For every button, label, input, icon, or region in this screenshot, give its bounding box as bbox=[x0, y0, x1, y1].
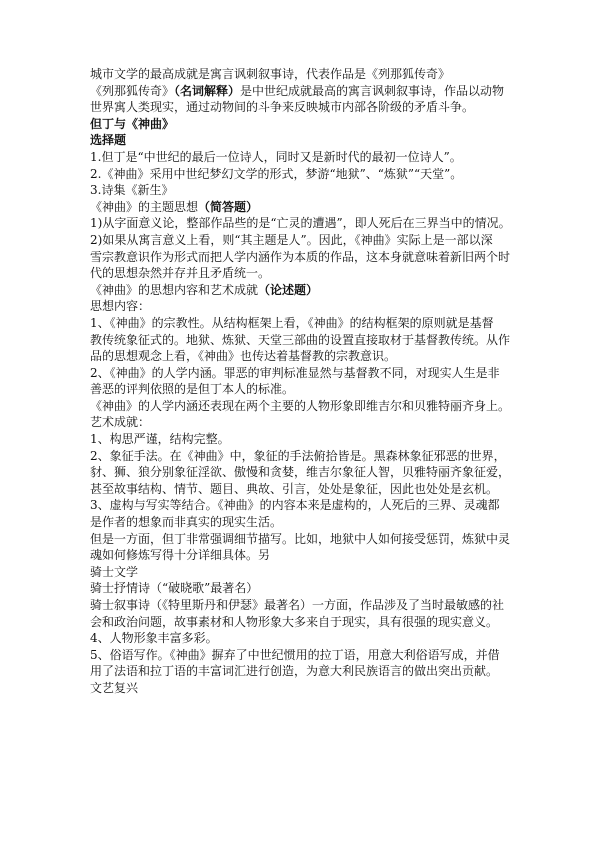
text-line bbox=[90, 199, 518, 216]
text-line: 1、《神曲》的宗教性。从结构框架上看，《神曲》的结构框架的原则就是基督 bbox=[90, 315, 494, 330]
term: 《列那狐传奇》 bbox=[90, 83, 175, 98]
text-line bbox=[90, 282, 518, 299]
text-line: 2.《神曲》采用中世纪梦幻文学的形式，梦游“地狱”、“炼狱”“天堂”。 bbox=[90, 166, 463, 181]
text-line: 豺、狮、狼分别象征淫欲、傲慢和贪婪，维吉尔象征人智，贝雅特丽齐象征爱， bbox=[90, 465, 511, 480]
text-segment: 《神曲》的主题思想 bbox=[90, 199, 199, 214]
text-line bbox=[90, 83, 518, 100]
text-line: 文艺复兴 bbox=[90, 680, 139, 695]
text-line: 2、《神曲》的人学内涵。罪恶的审判标准显然与基督教不同，对现实人生是非 bbox=[90, 365, 500, 380]
text-line: 2、象征手法。在《神曲》中，象征的手法俯拾皆是。黑森林象征邪恶的世界， bbox=[90, 448, 506, 463]
text-line: 雪宗教意识作为形式而把人学内涵作为本质的作品，这本身就意味着新旧两个时 bbox=[90, 249, 511, 264]
text-line: 世界寓人类现实，通过动物间的斗争来反映城市内部各阶级的矛盾斗争。 bbox=[90, 100, 475, 115]
text-line: 骑士叙事诗（《特里斯丹和伊瑟》最著名）一方面，作品涉及了当时最敏感的社 bbox=[90, 598, 505, 612]
text-line: 5、俗语写作。《神曲》摒弃了中世纪惯用的拉丁语，用意大利俗语写成，并借 bbox=[90, 647, 500, 662]
text-line: 城市文学的最高成就是寓言讽刺叙事诗，代表作品是《列那狐传奇》 bbox=[90, 67, 451, 81]
text-line: 《神曲》的人学内涵还表现在两个主要的人物形象即维吉尔和贝雅特丽齐身上。 bbox=[90, 398, 511, 413]
text-line: 会和政治问题，故事素材和人物形象大多来自于现实，具有很强的现实意义。 bbox=[90, 614, 499, 629]
section-heading: 但丁与《神曲》 bbox=[90, 116, 175, 131]
text-line: 教传统象征式的。地狱、炼狱、天堂三部曲的设置直接取材于基督教传统。从作 bbox=[90, 332, 511, 347]
text-line: 3.诗集《新生》 bbox=[90, 183, 174, 198]
question-type-tag: （简答题） bbox=[198, 199, 259, 214]
text-line: 2)如果从寓言意义上看，则“其主题是人”。因此，《神曲》实际上是一部以深 bbox=[90, 232, 493, 247]
text-segment: 是中世纪成就最高的寓言讽刺叙事诗，作品以动物 bbox=[240, 83, 505, 98]
text-line: 品的思想观念上看，《神曲》也传达着基督教的宗教意识。 bbox=[90, 349, 397, 364]
text-line: 艺术成就： bbox=[90, 415, 151, 430]
text-segment: 《神曲》的思想内容和艺术成就 bbox=[90, 282, 259, 297]
text-line: 魂如何修炼写得十分详细具体。另 bbox=[90, 548, 271, 563]
subsection-heading: 选择题 bbox=[90, 133, 127, 148]
text-line: 骑士抒情诗（“破晓歌”最著名） bbox=[90, 581, 259, 596]
text-line: 1)从字面意义论，整部作品些的是“亡灵的遭遇”，即人死后在三界当中的情况。 bbox=[90, 216, 511, 231]
text-line: 3、虚构与写实等结合。《神曲》的内容本来是虚构的，人死后的三界、灵魂都 bbox=[90, 498, 500, 513]
text-line: 思想内容： bbox=[90, 299, 151, 314]
text-line: 善恶的评判依照的是但丁本人的标准。 bbox=[90, 382, 295, 397]
text-line: 甚至故事结构、情节、题目、典故、引言，处处是象征，因此也处处是玄机。 bbox=[90, 481, 499, 496]
question-type-tag: （名词解释） bbox=[174, 83, 241, 98]
document-page bbox=[90, 66, 518, 697]
text-line: 但是一方面，但丁非常强调细节描写。比如，地狱中人如何接受惩罚，炼狱中灵 bbox=[90, 531, 511, 546]
text-line: 1、构思严谨，结构完整。 bbox=[90, 432, 230, 447]
text-line: 骑士文学 bbox=[90, 564, 139, 579]
text-line: 是作者的想象而非真实的现实生活。 bbox=[90, 515, 283, 530]
text-line: 4、人物形象丰富多彩。 bbox=[90, 631, 218, 646]
text-line: 1.但丁是“中世纪的最后一位诗人，同时又是新时代的最初一位诗人”。 bbox=[90, 149, 462, 164]
text-line: 用了法语和拉丁语的丰富词汇进行创造，为意大利民族语言的做出突出贡献。 bbox=[90, 664, 499, 679]
question-type-tag: （论述题） bbox=[258, 282, 319, 297]
text-line: 代的思想杂然并存并且矛盾统一。 bbox=[90, 266, 271, 281]
